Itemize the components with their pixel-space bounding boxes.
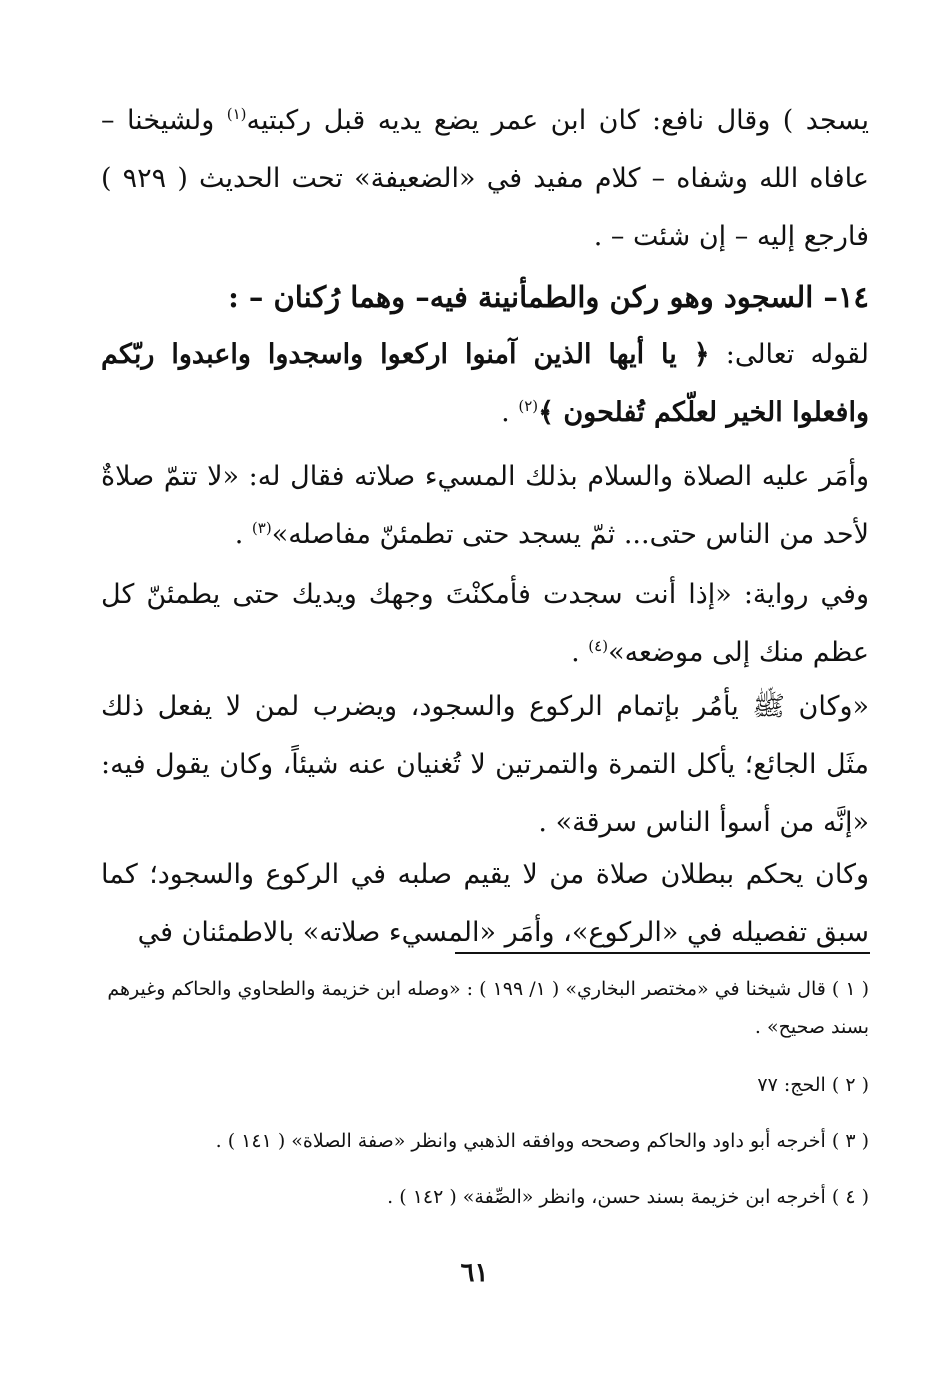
section-heading: ١٤– السجود وهو ركن والطمأنينة فيه– وهما رُكنان – : xyxy=(228,280,869,314)
paragraph-ruku-continuation xyxy=(101,92,869,266)
paragraph-text: وكان يحكم ببطلان صلاة من لا يقيم صلبه في الركوع والسجود؛ كما سبق تفصيله في «الركوع»، وأمَر «المسيء صلاته» بالاطمئنان في xyxy=(101,859,869,948)
paragraph-quran-verse xyxy=(101,326,869,442)
paragraph-text: «وكان ﷺ يأمُر بإتمام الركوع والسجود، ويضرب لمن لا يفعل ذلك مثَل الجائع؛ يأكل التمرة والتمرتين لا تُغنيان عنه شيئاً، وكان يقول فيه: «إنَّه من أسوأ الناس سرقة» . xyxy=(101,691,869,838)
paragraph-text: . xyxy=(501,397,519,428)
paragraph-text: . xyxy=(571,637,589,668)
paragraph-musi-salatuh xyxy=(101,448,869,564)
paragraph-text: وأمَر عليه الصلاة والسلام بذلك المسيء صلاته فقال له: «لا تتمّ صلاةٌ لأحد من الناس حتى... ثمّ يسجد حتى تطمئنّ مفاصله» xyxy=(101,461,869,550)
paragraph-text: . xyxy=(234,519,252,550)
paragraph-invalid-prayer xyxy=(101,846,869,962)
footnote-3: ( ٣ ) أخرجه أبو داود والحاكم وصححه ووافقه الذهبي وانظر «صفة الصلاة» ( ١٤١ ) . xyxy=(215,1130,869,1152)
footnote-4: ( ٤ ) أخرجه ابن خزيمة بسند حسن، وانظر «الصِّفة» ( ١٤٢ ) . xyxy=(387,1186,869,1208)
footnote-1: ( ١ ) قال شيخنا في «مختصر البخاري» ( ١/ ١٩٩ ) : «وصله ابن خزيمة والطحاوي والحاكم وغيرهم بسند صحيح» . xyxy=(107,978,869,1038)
footnote-marker: (١) xyxy=(226,105,247,123)
footnote-2: ( ٢ ) الحج: ٧٧ xyxy=(757,1074,869,1096)
footnote-marker: (٣) xyxy=(251,519,272,537)
paragraph-text: ولشيخنا – عافاه الله وشفاه – كلام مفيد في «الضعيفة» تحت الحديث ( ٩٢٩ ) فارجع إليه – إن شئت – . xyxy=(101,105,869,252)
paragraph-riwaya xyxy=(101,566,869,682)
paragraph-prophet-command xyxy=(101,678,869,852)
quran-verse: ﴿ يا أيها الذين آمنوا اركعوا واسجدوا واعبدوا ربّكم وافعلوا الخير لعلّكم تُفلحون ﴾ xyxy=(101,339,869,428)
page-number: ٦١ xyxy=(460,1258,489,1288)
footnote-divider xyxy=(455,952,870,954)
paragraph-text: لقوله تعالى: xyxy=(709,339,869,370)
footnote-marker: (٢) xyxy=(518,397,539,415)
footnote-marker: (٤) xyxy=(588,637,609,655)
paragraph-text: يسجد ) وقال نافع: كان ابن عمر يضع يديه قبل ركبتيه xyxy=(246,105,869,136)
paragraph-text: وفي رواية: «إذا أنت سجدت فأمكنْتَ وجهك ويديك حتى يطمئنّ كل عظم منك إلى موضعه» xyxy=(101,579,869,668)
